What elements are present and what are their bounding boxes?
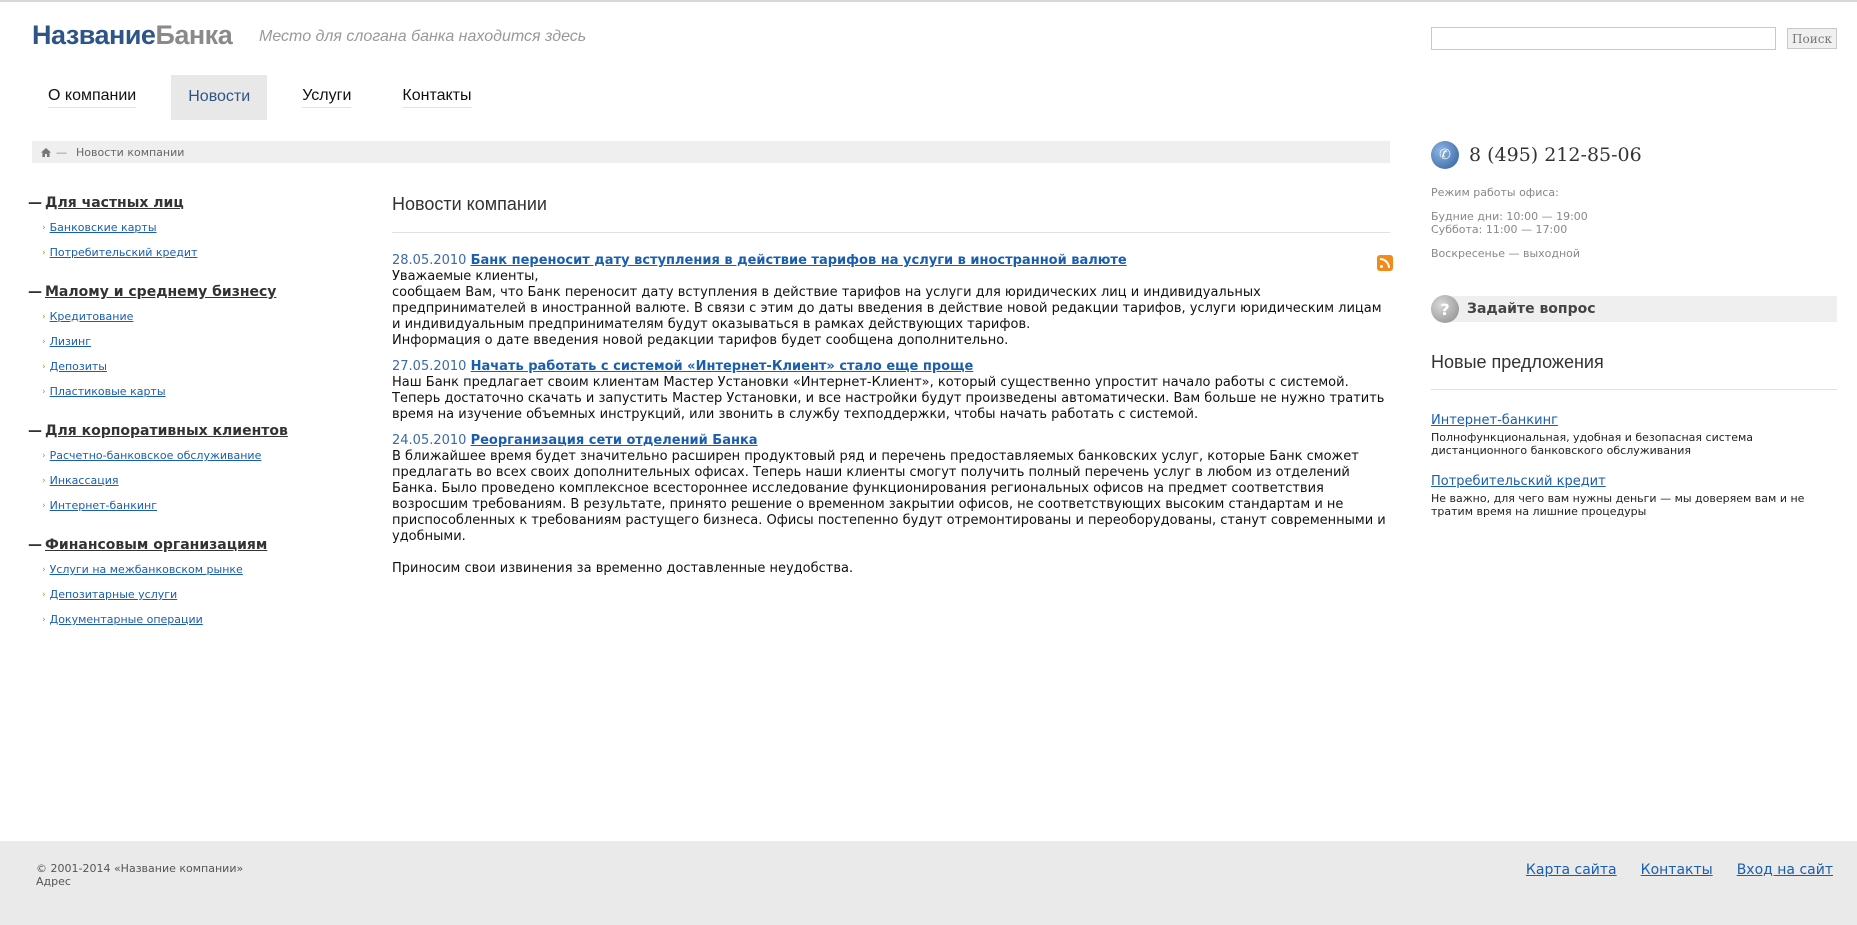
sidebar-link-consumer-credit[interactable]: Потребительский кредит [49, 246, 198, 259]
sidebar-item [42, 557, 348, 582]
news-text: Наш Банк предлагает своим клиентам Мастер Установки «Интернет-Клиент», который существенно упростит начало работы с системой. Теперь достаточно скачать и запустить Мастер Установки, и все настройки будут произведены автоматически. Вам больше не нужно тратить время на изучение объемных инструкций, или звонить в службу техподдержки, чтобы начать работать с системой. [392, 375, 1385, 422]
sidebar-link-leasing[interactable]: Лизинг [49, 335, 91, 348]
top-border [0, 0, 1857, 2]
sidebar-link-plastic-cards[interactable]: Пластиковые карты [49, 385, 166, 398]
offers-divider [1431, 389, 1837, 390]
news-date: 24.05.2010 [392, 433, 467, 448]
sidebar-item [42, 304, 348, 329]
search-input[interactable] [1431, 27, 1776, 50]
sidebar-item [42, 329, 348, 354]
offer-link-consumer-credit[interactable]: Потребительский кредит [1431, 474, 1606, 489]
ask-question-label: Задайте вопрос [1467, 301, 1596, 317]
news-title-link[interactable]: Реорганизация сети отделений Банка [470, 433, 758, 448]
news-text: В ближайшее время будет значительно расширен продуктовый ряд и перечень предоставляемых банковских услуг, которые Банк сможет предлагать во всех своих дополнительных офисах. Теперь наши клиенты смогут получить полный перечень услуг в любом из отделений Банка. Было проведено комплексное всестороннее исследование функционирования региональных офисов на предмет соответствия возросшим требованиям. В результате, принято решение о временном закрытии офисов, не соответствующих высоким стандартам и не приспособленных к требованиям растущего бизнеса. Офисы постепенно будут отремонтированы и переоборудованы, станут современными и удобными. [392, 449, 1386, 544]
nav-label: Услуги [302, 87, 351, 108]
news-item [392, 253, 1392, 349]
sidebar-item [42, 493, 348, 518]
sidebar-group-corporate [28, 421, 348, 518]
sidebar-item [42, 215, 348, 240]
breadcrumb-separator: — [56, 145, 67, 159]
nav-label: Новости [188, 87, 251, 105]
arrow-icon: › [42, 336, 46, 347]
main-nav [32, 75, 507, 120]
arrow-icon: › [42, 500, 46, 511]
copyright-text: © 2001-2014 «Название компании» [36, 862, 244, 875]
bank-logo[interactable] [32, 20, 232, 51]
news-text: Уважаемые клиенты, [392, 269, 539, 284]
news-text: Информация о дате введения новой редакции тарифов будет сообщена дополнительно. [392, 333, 1009, 348]
hours-saturday: Суббота: 11:00 — 17:00 [1431, 223, 1568, 236]
sidebar-item [42, 379, 348, 404]
sidebar-item [42, 354, 348, 379]
sidebar-item [42, 582, 348, 607]
logo-part-1: Название [32, 20, 156, 50]
footer-links [1502, 862, 1833, 878]
sidebar-link-documentary[interactable]: Документарные операции [49, 613, 203, 626]
nav-item-services[interactable] [286, 75, 367, 120]
news-list [392, 253, 1392, 577]
address-text: Адрес [36, 875, 71, 888]
title-divider [392, 232, 1390, 233]
question-icon: ? [1431, 295, 1459, 323]
sidebar-item [42, 607, 348, 632]
sidebar-link-collection[interactable]: Инкассация [49, 474, 119, 487]
news-text: сообщаем Вам, что Банк переносит дату вступления в действие тарифов на услуги для юридических лиц и индивидуальных предпринимателей в иностранной валюте. В связи с этим до даты введения в действие новой редакции тарифов, услуги юридическим лицам и индивидуальным предпринимателям будут оказываться в рамках действующих тарифов. [392, 285, 1382, 332]
search-button[interactable]: Поиск [1787, 28, 1837, 49]
offer-item [1431, 470, 1837, 518]
sidebar-group-financial [28, 535, 348, 632]
arrow-icon: › [42, 589, 46, 600]
arrow-icon: › [42, 311, 46, 322]
hours-sunday: Воскресенье — выходной [1431, 247, 1581, 260]
arrow-icon: › [42, 475, 46, 486]
nav-item-contacts[interactable] [386, 75, 487, 120]
nav-item-news[interactable] [171, 75, 267, 120]
main-content [392, 194, 1392, 577]
offer-link-internet-banking[interactable]: Интернет-банкинг [1431, 413, 1558, 428]
arrow-icon: › [42, 222, 46, 233]
nav-label: О компании [48, 87, 136, 108]
news-date: 27.05.2010 [392, 359, 467, 374]
arrow-icon: › [42, 386, 46, 397]
page-title: Новости компании [392, 194, 547, 214]
phone-block [1431, 140, 1837, 170]
sidebar-group-title[interactable]: Финансовым организациям [45, 537, 268, 553]
sidebar-link-interbank[interactable]: Услуги на межбанковском рынке [49, 563, 243, 576]
offer-desc: Полнофункциональная, удобная и безопасная система дистанционного банковского обслуживания [1431, 431, 1753, 457]
nav-label: Контакты [402, 87, 471, 108]
copyright [36, 862, 243, 888]
breadcrumb-current: Новости компании [76, 145, 185, 159]
collapse-dash-icon[interactable]: — [28, 195, 42, 211]
offer-item [1431, 409, 1837, 457]
sidebar-link-cards[interactable]: Банковские карты [49, 221, 157, 234]
sidebar-group-title[interactable]: Для корпоративных клиентов [45, 423, 288, 439]
arrow-icon: › [42, 361, 46, 372]
arrow-icon: › [42, 247, 46, 258]
sidebar-group-private [28, 193, 348, 265]
sidebar-group-smb [28, 282, 348, 404]
phone-number: 8 (495) 212-85-06 [1469, 144, 1642, 166]
nav-item-about[interactable] [32, 75, 152, 120]
footer-link-login[interactable]: Вход на сайт [1736, 862, 1833, 878]
news-item [392, 359, 1392, 423]
ask-question-button[interactable] [1431, 296, 1837, 322]
sidebar-link-lending[interactable]: Кредитование [49, 310, 134, 323]
footer-link-contacts[interactable]: Контакты [1640, 862, 1713, 878]
sidebar-link-depositary[interactable]: Депозитарные услуги [49, 588, 178, 601]
right-sidebar [1431, 140, 1837, 518]
news-item [392, 433, 1392, 545]
collapse-dash-icon[interactable]: — [28, 284, 42, 300]
rss-icon[interactable] [1377, 255, 1393, 271]
offer-desc: Не важно, для чего вам нужны деньги — мы доверяем вам и не тратим время на лишние процедуры [1431, 492, 1805, 518]
collapse-dash-icon[interactable]: — [28, 537, 42, 553]
news-title-link[interactable]: Начать работать с системой «Интернет-Клиент» стало еще проще [470, 359, 974, 374]
breadcrumb [32, 141, 1390, 163]
home-icon[interactable] [41, 148, 51, 157]
offers-title: Новые предложения [1431, 352, 1604, 372]
sidebar-item [42, 443, 348, 468]
sidebar-link-internet-banking[interactable]: Интернет-банкинг [49, 499, 158, 512]
sidebar-link-deposits[interactable]: Депозиты [49, 360, 107, 373]
footer-link-sitemap[interactable]: Карта сайта [1525, 862, 1617, 878]
hours-weekdays: Будние дни: 10:00 — 19:00 [1431, 210, 1588, 223]
sidebar-group-title[interactable]: Малому и среднему бизнесу [45, 284, 277, 300]
collapse-dash-icon[interactable]: — [28, 423, 42, 439]
arrow-icon: › [42, 564, 46, 575]
sidebar-link-settlement[interactable]: Расчетно-банковское обслуживание [49, 449, 262, 462]
hours-label: Режим работы офиса: [1431, 186, 1559, 199]
sidebar-item [42, 468, 348, 493]
news-date: 28.05.2010 [392, 253, 467, 268]
news-title-link[interactable]: Банк переносит дату вступления в действие тарифов на услуги в иностранной валюте [470, 253, 1127, 268]
sidebar-group-title[interactable]: Для частных лиц [45, 195, 184, 211]
apology-text: Приносим свои извинения за временно доставленные неудобства. [392, 561, 854, 576]
phone-icon: ✆ [1431, 141, 1459, 169]
office-hours [1431, 186, 1837, 260]
arrow-icon: › [42, 614, 46, 625]
footer [0, 841, 1857, 925]
left-sidebar [28, 193, 348, 649]
arrow-icon: › [42, 450, 46, 461]
sidebar-item [42, 240, 348, 265]
logo-part-2: Банка [155, 20, 233, 50]
slogan: Место для слогана банка находится здесь [259, 28, 587, 45]
